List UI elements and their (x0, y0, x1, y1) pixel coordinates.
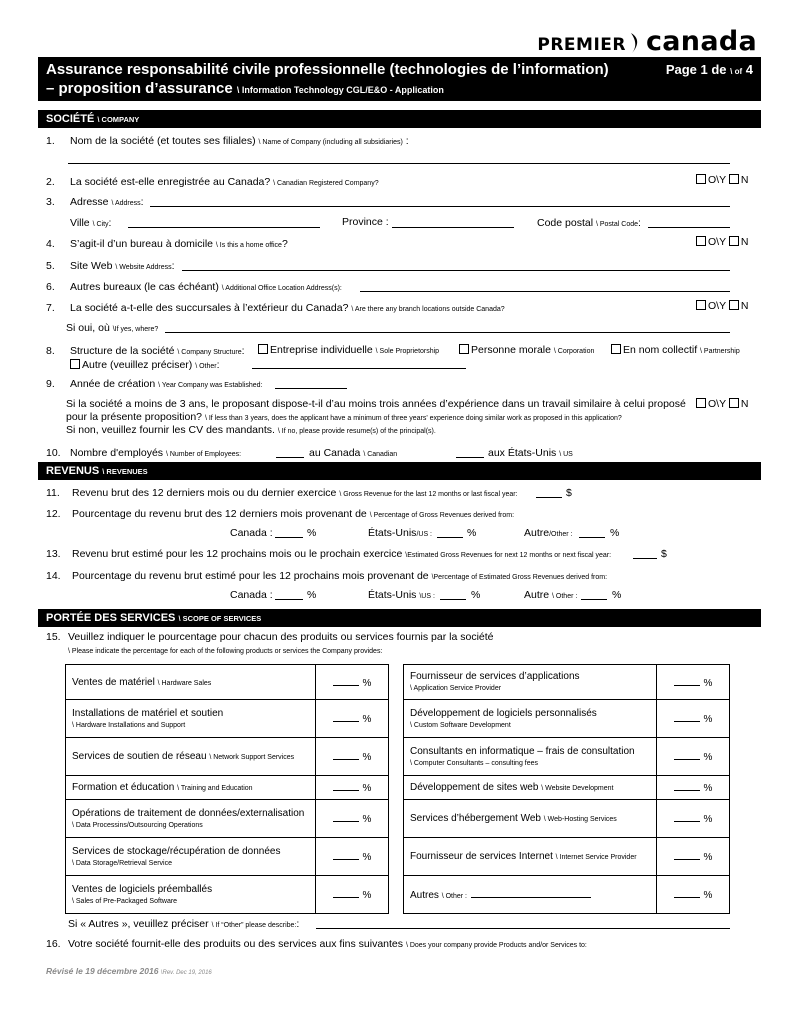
percentage-field[interactable] (674, 850, 700, 860)
service-label-en: \ Hardware Installations and Support (72, 721, 186, 729)
percentage-field[interactable] (674, 812, 700, 822)
percentage-field[interactable] (333, 750, 359, 760)
q9-experience-line2: pour la présente proposition? \ If less than 3 years, does the applicant have a minimum of three years' experience doing similar work as proposed in this application? (66, 411, 622, 423)
q7-label: La société a-t-elle des succursales à l’extérieur du Canada? \ Are there any branch locations outside Canada? (70, 302, 505, 314)
form-title-bar (38, 57, 761, 101)
q12-us-field[interactable] (437, 537, 463, 538)
service-label: Services de stockage/récupération de données (72, 845, 281, 857)
q6-number: 6. (46, 281, 55, 293)
q2-yes-no[interactable]: O\Y N (696, 174, 748, 186)
structure-corporation-option[interactable]: Personne morale \ Corporation (459, 344, 594, 356)
percent-sign: % (703, 783, 713, 794)
service-label: Ventes de matériel (72, 676, 155, 688)
q12-other-field[interactable] (579, 537, 605, 538)
section-header-scope: PORTÉE DES SERVICES \ SCOPE OF SERVICES (38, 609, 761, 627)
services-table-right (403, 664, 730, 914)
section-header-company: SOCIÉTÉ \ COMPANY (38, 110, 761, 128)
logo-swoosh-icon (630, 32, 642, 54)
percentage-field[interactable] (674, 888, 700, 898)
q14-label: Pourcentage du revenu brut estimé pour les 12 prochains mois provenant de \Percentage of Estimated Gross Revenues derived from: (72, 570, 608, 582)
percentage-field[interactable] (674, 676, 700, 686)
percent-sign: % (362, 890, 372, 901)
structure-other-option[interactable]: Autre (veuillez préciser) \ Other: (70, 359, 220, 371)
service-label-en: \ Training and Education (177, 785, 253, 792)
percent-sign: % (362, 714, 372, 725)
q12-canada-label: Canada : (230, 527, 273, 539)
service-row (404, 776, 730, 800)
structure-sole-option[interactable]: Entreprise individuelle \ Sole Proprietorship (258, 344, 439, 356)
employees-us-field[interactable] (456, 457, 484, 458)
q11-label: Revenu brut des 12 derniers mois ou du dernier exercice \ Gross Revenue for the last 12 months or last fiscal year: (72, 487, 518, 499)
q2-label: La société est-elle enregistrée au Canada? \ Canadian Registered Company? (70, 176, 379, 188)
company-name-field[interactable] (68, 163, 730, 164)
q1-label: Nom de la société (et toutes ses filiales) \ Name of Company (including all subsidiaries) : (70, 135, 409, 147)
q4-label: S’agit-il d’un bureau à domicile \ Is this a home office? (70, 238, 288, 250)
percent-sign: % (362, 677, 372, 689)
q14-us-label: États-Unis \US : (368, 589, 435, 601)
service-label: Services de soutien de réseau (72, 751, 207, 762)
q5-number: 5. (46, 260, 55, 272)
service-row (66, 838, 389, 876)
service-row (404, 800, 730, 838)
q7-yes-no[interactable]: O\Y N (696, 300, 748, 312)
service-label-en: \ Internet Service Provider (555, 854, 637, 861)
other-services-description-field[interactable] (316, 928, 730, 929)
percentage-field[interactable] (674, 781, 700, 791)
employees-canada-field[interactable] (276, 457, 304, 458)
percent-sign: % (362, 752, 372, 763)
q9-experience-line3: Si non, veuillez fournir les CV des mandants. \ If no, please provide resume(s) of the principal(s). (66, 424, 436, 436)
yes-checkbox[interactable] (696, 398, 706, 408)
percent-sign: % (362, 814, 372, 825)
q10-number: 10. (46, 447, 61, 459)
percent-sign: % (703, 814, 713, 825)
services-table-left (65, 664, 389, 914)
q3-number: 3. (46, 196, 55, 208)
q9-label: Année de création \ Year Company was Established: (70, 378, 263, 390)
employees-canada-label: au Canada \ Canadian (309, 447, 398, 459)
percentage-field[interactable] (333, 676, 359, 686)
percentage-field[interactable] (674, 712, 700, 722)
q9-yes-no[interactable]: O\Y N (696, 398, 748, 410)
year-established-field[interactable] (275, 388, 347, 389)
service-label: Formation et éducation (72, 782, 175, 793)
percent-sign: % (362, 852, 372, 863)
q4-number: 4. (46, 238, 55, 250)
service-label: Fournisseur de services d’applications (410, 671, 580, 682)
q12-canada-field[interactable] (275, 537, 303, 538)
branch-locations-field[interactable] (165, 332, 730, 333)
service-label: Autres (410, 890, 439, 901)
q10-label: Nombre d'employés \ Number of Employees: (70, 447, 242, 459)
website-field[interactable] (182, 270, 730, 271)
service-label-en: \ Hardware Sales (157, 679, 212, 687)
revision-date: Révisé le 19 décembre 2016 \Rev. Dec 19, 2016 (46, 966, 212, 976)
service-label-en: \ Web-Hosting Services (543, 816, 617, 823)
service-label-en: \ Application Service Provider (410, 685, 502, 692)
percent-sign: % (703, 852, 713, 863)
yes-checkbox[interactable] (696, 174, 706, 184)
q15-number: 15. (46, 631, 61, 643)
service-row (66, 776, 389, 800)
percent-sign: % (703, 890, 713, 901)
q6-label: Autres bureaux (le cas échéant) \ Additional Office Location Address(s): (70, 281, 342, 293)
percentage-field[interactable] (333, 888, 359, 898)
q7-where-label: Si oui, où \If yes, where? (66, 322, 159, 334)
service-label-en: \ Website Development (541, 785, 614, 792)
other-service-field[interactable] (471, 888, 591, 898)
service-row (66, 876, 389, 914)
q16-label: Votre société fournit-elle des produits ou des services aux fins suivantes \ Does your company provide Products and/or Services to: (68, 938, 587, 950)
province-label: Province : (342, 216, 389, 228)
q15-other-describe-label: Si « Autres », veuillez préciser \ If “Other” please describe:: (68, 918, 300, 930)
q14-other-field[interactable] (581, 599, 607, 600)
q3-label: Adresse \ Address: (70, 196, 144, 208)
service-label-en: \ Network Support Services (209, 754, 295, 761)
no-checkbox[interactable] (729, 174, 739, 184)
service-row (404, 665, 730, 700)
service-row (404, 700, 730, 738)
service-label: Services d’hébergement Web (410, 813, 541, 824)
gross-revenue-field[interactable] (536, 497, 562, 498)
q13-label: Revenu brut estimé pour les 12 prochains mois ou le prochain exercice \Estimated Gross Revenues for next 12 months or next fiscal year: (72, 548, 612, 560)
service-label-en: \ Sales of Pre-Packaged Software (72, 897, 178, 905)
no-checkbox[interactable] (729, 236, 739, 246)
city-field[interactable] (128, 227, 320, 228)
q1-number: 1. (46, 135, 55, 147)
service-row (66, 800, 389, 838)
q5-label: Site Web \ Website Address: (70, 260, 175, 272)
form-subtitle-en: \ Information Technology CGL/E&O - Application (236, 85, 444, 95)
q11-number: 11. (46, 487, 60, 499)
q14-us-field[interactable] (440, 599, 466, 600)
q9-number: 9. (46, 378, 55, 390)
service-label-en: \ Data Storage/Retrieval Service (72, 859, 172, 867)
checkbox[interactable] (611, 344, 621, 354)
q8-label: Structure de la société \ Company Structure: (70, 345, 245, 357)
service-row (66, 700, 389, 738)
service-label: Consultants en informatique – frais de consultation (410, 745, 635, 757)
q15-label-en: \ Please indicate the percentage for each of the following products or services the Company provides: (68, 648, 383, 655)
postal-code-field[interactable] (648, 227, 730, 228)
q7-number: 7. (46, 302, 55, 314)
q12-other-label: Autre/Other : (524, 527, 573, 539)
q12-us-label: États-Unis/US : (368, 527, 432, 539)
percentage-field[interactable] (674, 750, 700, 760)
percentage-field[interactable] (333, 712, 359, 722)
service-row (66, 738, 389, 776)
percentage-field[interactable] (333, 850, 359, 860)
q14-other-label: Autre \ Other : (524, 589, 578, 601)
no-checkbox[interactable] (729, 398, 739, 408)
structure-partnership-option[interactable]: En nom collectif \ Partnership (611, 344, 740, 356)
city-label: Ville \ City: (70, 217, 112, 229)
percent-sign: % (703, 714, 713, 725)
q14-number: 14. (46, 570, 61, 582)
yes-checkbox[interactable] (696, 300, 706, 310)
q12-number: 12. (46, 508, 61, 520)
service-label: Opérations de traitement de données/externalisation (72, 807, 305, 819)
q14-canada-field[interactable] (275, 599, 303, 600)
section-header-revenues: REVENUS \ REVENUES (38, 462, 761, 480)
page-indicator: Page 1 de \ of 4 (665, 62, 753, 77)
percentage-field[interactable] (333, 812, 359, 822)
estimated-revenue-field[interactable] (633, 558, 657, 559)
checkbox[interactable] (258, 344, 268, 354)
q12-label: Pourcentage du revenu brut des 12 derniers mois provenant de \ Percentage of Gross Revenues derived from: (72, 508, 515, 520)
yes-checkbox[interactable] (696, 236, 706, 246)
percent-sign: % (703, 752, 713, 763)
service-row (404, 876, 730, 914)
q13-currency: $ (661, 548, 667, 560)
premier-canada-logo: PREMIER canada (537, 26, 757, 57)
checkbox[interactable] (459, 344, 469, 354)
service-row (404, 738, 730, 776)
employees-us-label: aux États-Unis \ US (488, 447, 573, 459)
q13-number: 13. (46, 548, 61, 560)
q9-experience-line1: Si la société a moins de 3 ans, le proposant dispose-t-il d’au moins trois années d’expérience dans un travail similaire à celui proposé (66, 398, 686, 410)
q15-label: Veuillez indiquer le pourcentage pour chacun des produits ou services fournis par la société (68, 631, 494, 643)
q8-number: 8. (46, 345, 55, 357)
service-label-en: \ Data Processins/Outsourcing Operations (72, 821, 203, 829)
service-label: Développement de logiciels personnalisés (410, 707, 597, 719)
province-field[interactable] (392, 227, 514, 228)
q4-yes-no[interactable]: O\Y N (696, 236, 748, 248)
postal-code-label: Code postal \ Postal Code: (537, 217, 641, 229)
other-offices-field[interactable] (360, 291, 730, 292)
service-label: Développement de sites web (410, 782, 539, 793)
service-label: Ventes de logiciels préemballés (72, 883, 213, 895)
service-row (66, 665, 389, 700)
structure-other-field[interactable] (252, 368, 466, 369)
service-label-en: \ Other : (441, 893, 467, 900)
q14-canada-label: Canada : (230, 589, 273, 601)
q16-number: 16. (46, 938, 61, 950)
checkbox[interactable] (70, 359, 80, 369)
percent-sign: % (362, 783, 372, 794)
service-label-en: \ Custom Software Development (410, 721, 511, 729)
form-title: Assurance responsabilité civile professionnelle (technologies de l’information) (46, 61, 609, 78)
form-subtitle: – proposition d’assurance (46, 80, 233, 97)
service-label: Installations de matériel et soutien (72, 707, 224, 719)
percent-sign: % (703, 677, 713, 689)
address-field[interactable] (150, 206, 730, 207)
percentage-field[interactable] (333, 781, 359, 791)
service-label-en: \ Computer Consultants – consulting fees (410, 759, 539, 767)
q11-currency: $ (566, 487, 572, 499)
service-row (404, 838, 730, 876)
service-label: Fournisseur de services Internet (410, 851, 553, 862)
no-checkbox[interactable] (729, 300, 739, 310)
q2-number: 2. (46, 176, 55, 188)
